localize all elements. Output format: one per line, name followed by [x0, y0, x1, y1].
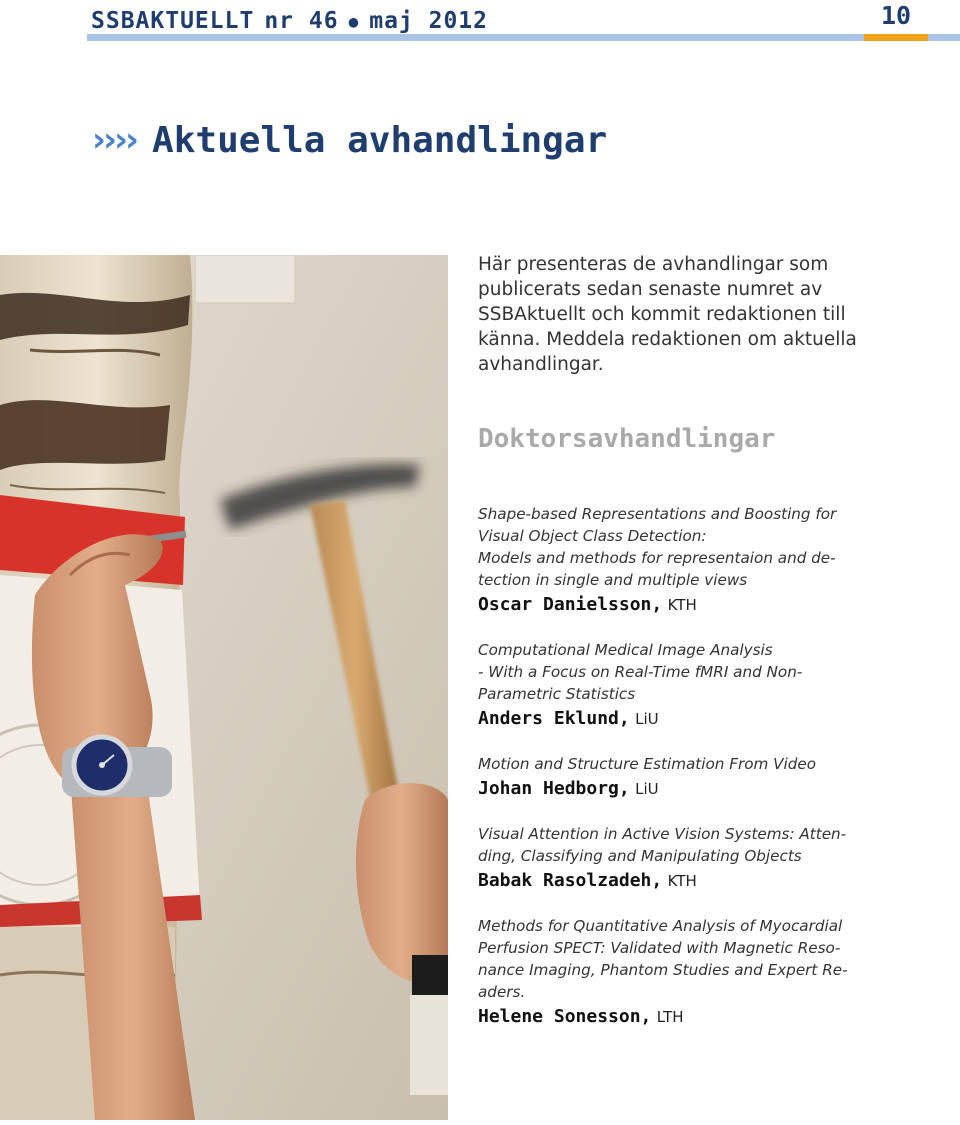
section-subheading: Doktorsavhandlingar [478, 424, 776, 454]
thesis-title [478, 823, 898, 867]
intro-line: SSBAktuellt och kommit redaktionen till [478, 304, 846, 325]
chevrons-icon: ›››› [92, 120, 137, 160]
thesis-author [478, 591, 898, 619]
thesis-title-line: Methods for Quantitative Analysis of Myocardial [478, 917, 843, 935]
thesis-author [478, 705, 898, 733]
masthead [91, 4, 488, 38]
thesis-title-line: aders. [478, 983, 526, 1001]
thesis-title-line: Perfusion SPECT: Validated with Magnetic Reso- [478, 939, 841, 957]
thesis-entry [478, 503, 898, 619]
photo [0, 255, 448, 1120]
section-title [92, 110, 607, 170]
thesis-title-line: Models and methods for representaion and de- [478, 549, 836, 567]
page-number-accent [864, 34, 928, 41]
thesis-title-line: tection in single and multiple views [478, 571, 748, 589]
author-affiliation: LiU [635, 710, 659, 728]
thesis-title-line: ding, Classifying and Manipulating Objects [478, 847, 802, 865]
author-name: Babak Rasolzadeh, [478, 870, 663, 891]
thesis-title [478, 503, 898, 591]
thesis-entry [478, 639, 898, 733]
thesis-author [478, 867, 898, 895]
header-rule [87, 34, 960, 41]
photo-illustration [0, 255, 448, 1120]
author-affiliation: KTH [667, 596, 697, 614]
thesis-title-line: - With a Focus on Real-Time fMRI and Non- [478, 663, 803, 681]
author-affiliation: KTH [667, 872, 697, 890]
thesis-title-line: Shape-based Representations and Boosting for [478, 505, 837, 523]
thesis-title-line: nance Imaging, Phantom Studies and Expert Re- [478, 961, 848, 979]
intro-paragraph [478, 252, 864, 377]
thesis-title-line: Parametric Statistics [478, 685, 636, 703]
thesis-entry [478, 915, 898, 1031]
publication-name: SSBAKTUELLT [91, 8, 255, 34]
author-name: Helene Sonesson, [478, 1006, 652, 1027]
page-title: Aktuella avhandlingar [152, 119, 608, 161]
author-name: Anders Eklund, [478, 708, 630, 729]
intro-line: Här presenteras de avhandlingar som [478, 254, 829, 275]
thesis-list [478, 503, 898, 1051]
page-number: 10 [880, 1, 912, 30]
thesis-title [478, 915, 898, 1003]
thesis-author [478, 775, 898, 803]
thesis-title [478, 639, 898, 705]
issue-number: nr 46 [264, 8, 339, 34]
author-name: Johan Hedborg, [478, 778, 630, 799]
intro-line: avhandlingar. [478, 354, 604, 375]
thesis-entry [478, 753, 898, 803]
intro-line: publicerats sedan senaste numret av [478, 279, 823, 300]
thesis-entry [478, 823, 898, 895]
intro-line: känna. Meddela redaktionen om aktuella [478, 329, 857, 350]
thesis-title-line: Computational Medical Image Analysis [478, 641, 773, 659]
author-name: Oscar Danielsson, [478, 594, 663, 615]
bullet-separator: ● [348, 11, 360, 31]
thesis-title-line: Visual Attention in Active Vision Systems: Atten- [478, 825, 847, 843]
issue-date: maj 2012 [369, 8, 488, 34]
thesis-author [478, 1003, 898, 1031]
thesis-title [478, 753, 898, 775]
author-affiliation: LTH [656, 1008, 684, 1026]
author-affiliation: LiU [635, 780, 659, 798]
thesis-title-line: Visual Object Class Detection: [478, 527, 707, 545]
thesis-title-line: Motion and Structure Estimation From Video [478, 755, 817, 773]
